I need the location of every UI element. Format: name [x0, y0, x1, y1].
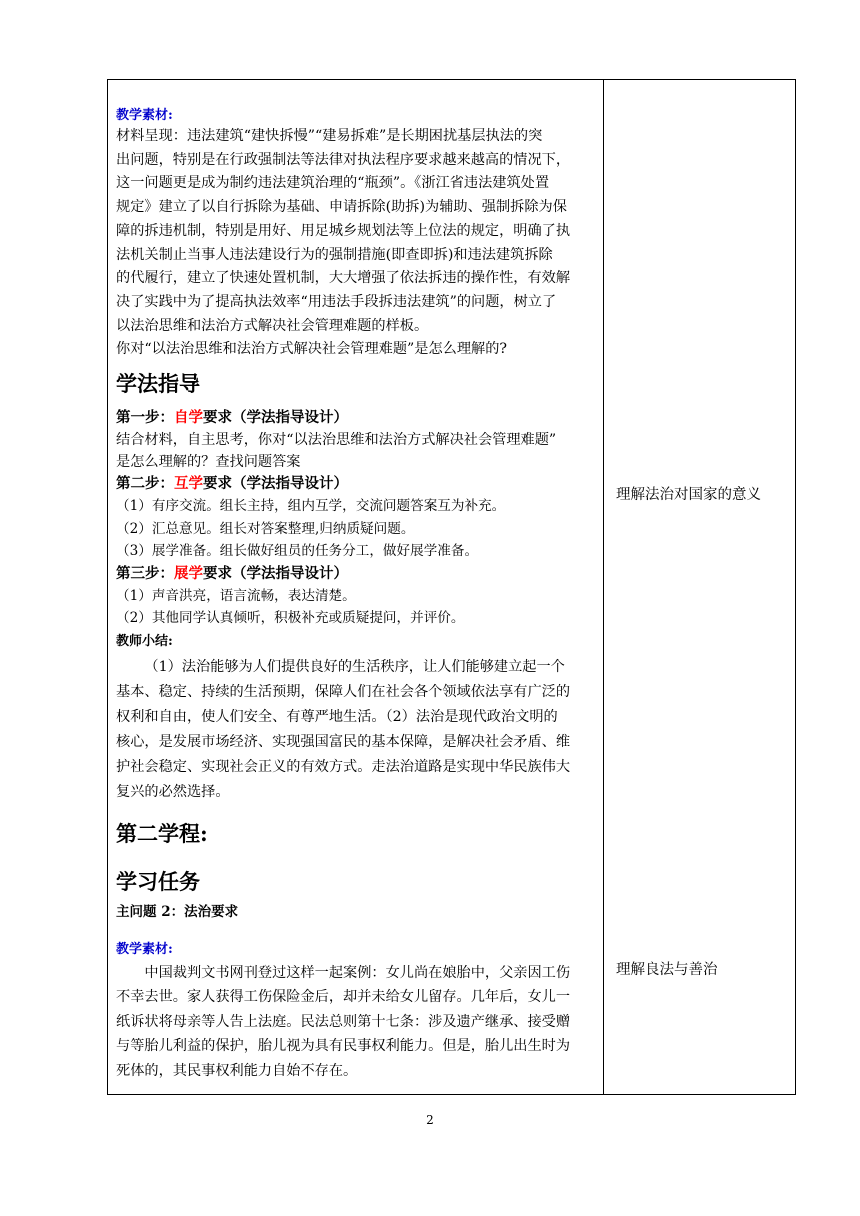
step-prefix: 第二步： [116, 475, 174, 493]
step-keyword: 自学 [174, 409, 203, 427]
text-line: 核心，是发展市场经济、实现强国富民的基本保障，是解决社会矛盾、维 [116, 733, 571, 750]
material-text [116, 125, 600, 362]
text-line: 结合材料，自主思考，你对“以法治思维和法治方式解决社会管理难题” [116, 432, 557, 449]
text-line: 纸诉状将母亲等人告上法庭。民法总则第十七条：涉及遗产继承、接受赠 [116, 1013, 571, 1030]
goal-text-1: 理解法治对国家的意义 [616, 487, 761, 503]
step-keyword: 互学 [174, 475, 203, 493]
text-line: 障的拆违机制，特别是用好、用足城乡规划法等上位法的规定，明确了执 [116, 222, 571, 239]
text-line: （1）法治能够为人们提供良好的生活秩序，让人们能够建立起一个 [144, 658, 565, 675]
summary-label: 教师小结: [116, 633, 173, 649]
topic-title: 主问题 2：法治要求 [116, 903, 239, 920]
summary-text [116, 655, 600, 805]
material-label: 教学素材: [116, 108, 173, 123]
text-line: 出问题，特别是在行政强制法等法律对执法程序要求越来越高的情况下， [116, 151, 571, 168]
list-item: （2）其他同学认真倾听，积极补充或质疑提问，并评价。 [116, 610, 465, 627]
text-line: 复兴的必然选择。 [116, 783, 230, 800]
step-suffix: 要求（学法指导设计） [203, 564, 348, 582]
content-cell [116, 106, 600, 1083]
text-line: 中国裁判文书网刊登过这样一起案例：女儿尚在娘胎中，父亲因工伤 [144, 964, 571, 981]
text-line: 以法治思维和法治方式解决社会管理难题的样板。 [116, 317, 429, 334]
goal-cell [604, 80, 795, 1094]
text-line: 死体的，其民事权利能力自始不存在。 [116, 1062, 358, 1079]
material-label: 教学素材: [116, 941, 173, 957]
list-item: （1）声音洪亮，语言流畅，表达清楚。 [116, 587, 356, 604]
heading-task: 学习任务 [116, 868, 200, 894]
goal-text-2: 理解良法与善治 [616, 962, 718, 978]
question-line: 你对“以法治思维和法治方式解决社会管理难题”是怎么理解的? [116, 341, 507, 358]
heading-process: 第二学程: [116, 820, 208, 846]
text-line: 护社会稳定、实现社会正义的有效方式。走法治道路是实现中华民族伟大 [116, 758, 571, 775]
lesson-table [107, 79, 796, 1095]
text-line: 这一问题更是成为制约违法建筑治理的“瓶颈”。《浙江省违法建筑处置 [116, 175, 550, 192]
text-line: 规定》建立了以自行拆除为基础、申请拆除(助拆)为辅助、强制拆除为保 [116, 199, 567, 216]
step3-title [116, 563, 600, 585]
list-item: （2）汇总意见。组长对答案整理,归纳质疑问题。 [116, 520, 415, 537]
text-line: 的代履行，建立了快速处置机制，大大增强了依法拆违的操作性，有效解 [116, 270, 571, 287]
text-line: 决了实践中为了提高执法效率“用违法手段拆违法建筑”的问题，树立了 [116, 293, 557, 310]
text-line: 材料呈现：违法建筑“建快拆慢”“建易拆难”是长期困扰基层执法的突 [116, 128, 543, 144]
material-text [116, 961, 600, 1084]
text-line: 与等胎儿利益的保护，胎儿视为具有民事权利能力。但是，胎儿出生时为 [116, 1038, 571, 1055]
step-keyword: 展学 [174, 564, 203, 582]
step-prefix: 第一步： [116, 409, 174, 427]
text-line: 不幸去世。家人获得工伤保险金后，却并未给女儿留存。几年后，女儿一 [116, 989, 571, 1006]
text-line: 权利和自由，使人们安全、有尊严地生活。（2）法治是现代政治文明的 [116, 708, 558, 725]
step-suffix: 要求（学法指导设计） [203, 475, 348, 493]
step1-title [116, 407, 600, 429]
heading-guide: 学法指导 [116, 371, 200, 397]
list-item: （3）展学准备。组长做好组员的任务分工，做好展学准备。 [116, 543, 479, 560]
step-suffix: 要求（学法指导设计） [203, 409, 348, 427]
page-number: 2 [426, 1113, 434, 1127]
text-line: 是怎么理解的？查找问题答案 [116, 454, 301, 471]
list-item: （1）有序交流。组长主持，组内互学，交流问题答案互为补充。 [116, 498, 506, 515]
text-line: 基本、稳定、持续的生活预期，保障人们在社会各个领域依法享有广泛的 [116, 683, 571, 700]
step-prefix: 第三步： [116, 564, 174, 582]
step2-title [116, 473, 600, 495]
text-line: 法机关制止当事人违法建设行为的强制措施(即查即拆)和违法建筑拆除 [116, 246, 553, 263]
